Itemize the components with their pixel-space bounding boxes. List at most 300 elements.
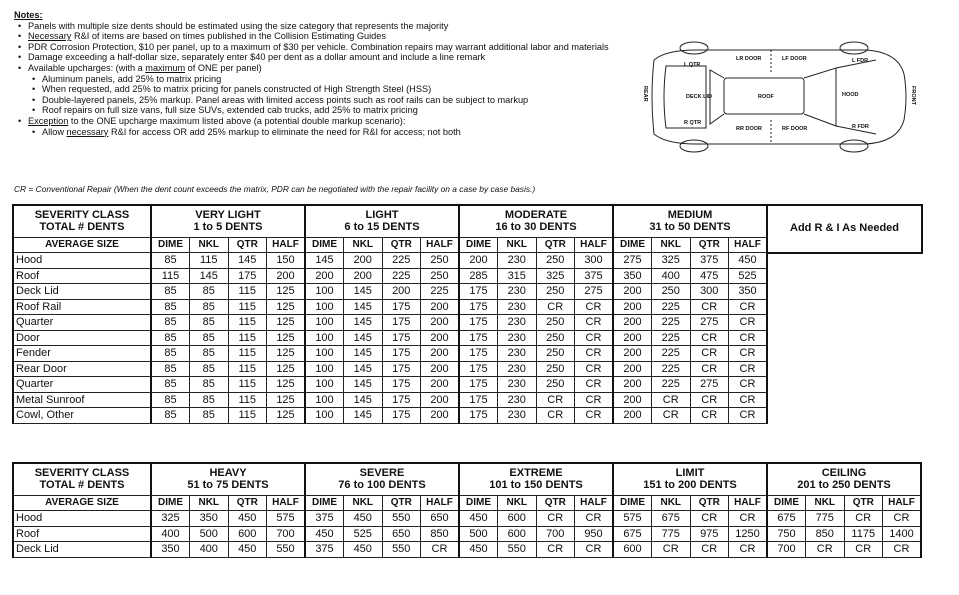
price-cell: CR [729,392,768,408]
price-cell: CR [536,511,575,527]
price-cell: 450 [344,511,383,527]
label-r-fdr: R FDR [852,124,869,130]
price-cell: 230 [498,361,537,377]
panel-name: Cowl, Other [13,408,151,424]
dent-size-header: HALF [729,237,768,253]
dent-size-header: QTR [844,495,883,511]
price-cell: 375 [305,542,344,558]
notes-title: Notes: [14,10,43,20]
price-cell: CR [844,511,883,527]
price-cell: 175 [459,408,498,424]
price-cell: 200 [421,315,460,331]
price-cell: 175 [382,315,421,331]
dent-size-header: HALF [421,495,460,511]
severity-class-header [151,205,305,237]
price-cell: 200 [421,408,460,424]
price-cell: 225 [652,377,691,393]
price-cell: 700 [767,542,806,558]
price-cell: 575 [613,511,652,527]
price-cell: CR [729,330,768,346]
price-cell: CR [575,346,614,362]
price-cell: 450 [305,526,344,542]
price-cell: 600 [228,526,267,542]
price-cell: 300 [690,284,729,300]
price-cell: 100 [305,315,344,331]
dent-size-header: DIME [459,237,498,253]
table-row [13,346,922,362]
price-cell: 85 [151,408,190,424]
price-cell: 250 [652,284,691,300]
price-cell: 225 [652,330,691,346]
price-cell: CR [575,315,614,331]
note-underlined-text: maximum [145,62,186,73]
cr-note: CR = Conventional Repair (When the dent count exceeds the matrix, PDR can be negotiated with the repair facility on a case by case basis.) [14,184,536,194]
price-cell: CR [690,299,729,315]
panel-name: Roof [13,268,151,284]
severity-class-label: SEVERITY CLASS [34,467,130,480]
price-cell: 700 [536,526,575,542]
price-cell: 85 [190,330,229,346]
price-cell: 350 [613,268,652,284]
severity-class-header [151,463,305,495]
class-range: 151 to 200 DENTS [643,479,737,492]
price-cell: 1175 [844,526,883,542]
wheel-lr [680,42,708,54]
price-cell: 230 [498,408,537,424]
price-cell: 300 [575,253,614,269]
price-cell: 175 [459,299,498,315]
price-cell: 1400 [883,526,922,542]
panel-name: Metal Sunroof [13,392,151,408]
dent-size-header: HALF [421,237,460,253]
price-cell: 85 [190,361,229,377]
dent-size-header: HALF [729,495,768,511]
table2-size-row [13,495,921,511]
price-cell: CR [536,542,575,558]
price-cell: 200 [613,408,652,424]
class-range: 201 to 250 DENTS [797,479,891,492]
price-cell: 175 [382,392,421,408]
price-cell: CR [652,408,691,424]
price-cell: 250 [421,268,460,284]
note-text: Available upcharges: (with a [28,62,146,73]
table-row [13,377,922,393]
dent-size-header: QTR [690,237,729,253]
price-cell: 200 [613,299,652,315]
price-cell: 85 [190,346,229,362]
dent-size-header: QTR [228,495,267,511]
dent-size-header: QTR [228,237,267,253]
price-cell: 575 [267,511,306,527]
price-cell: 550 [267,542,306,558]
class-name: VERY LIGHT [195,209,261,222]
price-cell: CR [575,361,614,377]
price-cell: 750 [767,526,806,542]
price-cell: 250 [536,253,575,269]
price-cell: 230 [498,284,537,300]
price-cell: 230 [498,392,537,408]
price-cell: CR [575,392,614,408]
table-row [13,315,922,331]
price-cell: 175 [459,392,498,408]
price-cell: 125 [267,346,306,362]
class-range: 31 to 50 DENTS [649,221,731,234]
price-cell: CR [729,408,768,424]
price-cell: 700 [267,526,306,542]
price-cell: CR [844,542,883,558]
price-cell: 275 [613,253,652,269]
dent-size-header: NKL [652,237,691,253]
price-cell: 145 [344,330,383,346]
class-name: LIGHT [365,209,399,222]
price-cell: 200 [421,361,460,377]
note-item [14,116,624,127]
price-cell: 400 [151,526,190,542]
severity-class-header [613,205,767,237]
price-cell: 225 [652,315,691,331]
severity-class-header [767,463,921,495]
price-cell: 115 [228,377,267,393]
note-sub-item [14,74,624,85]
dent-size-header: DIME [613,495,652,511]
price-cell: 115 [228,330,267,346]
price-cell: 115 [228,408,267,424]
price-cell: 145 [344,377,383,393]
dent-size-header: DIME [305,237,344,253]
price-cell: 650 [382,526,421,542]
wheel-lf [840,42,868,54]
price-cell: 200 [613,330,652,346]
note-text: to the ONE upcharge maximum listed above (a potential double markup scenario): [68,115,406,126]
price-cell: CR [575,408,614,424]
price-cell: CR [690,392,729,408]
price-cell: 950 [575,526,614,542]
label-deck-lid: DECK LID [686,94,712,100]
price-cell: 145 [344,284,383,300]
price-cell: 145 [190,268,229,284]
price-cell: 230 [498,346,537,362]
price-cell: 550 [382,542,421,558]
note-item [14,21,624,32]
price-cell: 145 [305,253,344,269]
price-cell: 250 [536,315,575,331]
price-cell: 250 [536,377,575,393]
table-row [13,511,921,527]
price-cell: 275 [690,315,729,331]
price-cell: 600 [613,542,652,558]
price-cell: 230 [498,330,537,346]
price-cell: 100 [305,361,344,377]
label-front: FRONT [910,86,916,105]
class-name: EXTREME [509,467,563,480]
price-cell: CR [575,299,614,315]
price-cell: 315 [498,268,537,284]
price-cell: 450 [228,542,267,558]
dent-size-header: QTR [382,495,421,511]
price-cell: 200 [613,361,652,377]
price-cell: 525 [729,268,768,284]
price-cell: 115 [228,284,267,300]
price-cell: 225 [382,268,421,284]
notes-list [14,21,624,138]
dent-size-header: NKL [652,495,691,511]
price-cell: 250 [421,253,460,269]
price-cell: 85 [151,299,190,315]
price-cell: 175 [228,268,267,284]
price-cell: 150 [267,253,306,269]
price-cell: 100 [305,408,344,424]
price-cell: CR [536,408,575,424]
price-cell: 175 [459,346,498,362]
price-cell: 200 [613,377,652,393]
price-cell: 145 [344,361,383,377]
price-cell: CR [536,299,575,315]
class-range: 101 to 150 DENTS [489,479,583,492]
severity-total-header [13,205,151,237]
price-cell: CR [690,346,729,362]
price-cell: 85 [190,299,229,315]
price-cell: 175 [382,361,421,377]
price-cell: 100 [305,330,344,346]
note-text: Allow [42,126,67,137]
dent-size-header: DIME [459,495,498,511]
add-ri-column: Add R & I As Needed [767,205,922,253]
dent-size-header: DIME [151,495,190,511]
table-row [13,408,922,424]
class-range: 51 to 75 DENTS [187,479,269,492]
label-l-qtr: L QTR [684,62,701,68]
price-cell: 175 [382,346,421,362]
price-cell: CR [883,542,922,558]
price-cell: 675 [767,511,806,527]
price-cell: 775 [806,511,845,527]
table-row [13,526,921,542]
panel-name: Rear Door [13,361,151,377]
severity-class-header [305,463,459,495]
dent-size-header: HALF [575,495,614,511]
price-cell: CR [652,392,691,408]
price-cell: 450 [344,542,383,558]
table-row [13,361,922,377]
label-lr-door: LR DOOR [736,56,762,62]
price-cell: 500 [459,526,498,542]
price-cell: 85 [190,408,229,424]
price-cell: 325 [536,268,575,284]
total-dents-label: TOTAL # DENTS [39,479,125,492]
price-cell: 175 [382,299,421,315]
price-cell: 225 [652,361,691,377]
dent-size-header: NKL [190,495,229,511]
price-cell: 250 [536,361,575,377]
note-text: When requested, add 25% to matrix pricing for panels constructed of High Strength Steel (HSS) [42,84,432,95]
price-cell: 115 [228,299,267,315]
price-cell: 1250 [729,526,768,542]
panel-name: Quarter [13,377,151,393]
price-cell: 225 [652,299,691,315]
dent-size-header: DIME [151,237,190,253]
label-roof: ROOF [758,94,774,100]
label-r-qtr: R QTR [684,120,702,126]
price-cell: 125 [267,377,306,393]
average-size-label: AVERAGE SIZE [13,237,151,253]
price-cell: 145 [344,299,383,315]
price-cell: CR [806,542,845,558]
price-cell: 200 [421,377,460,393]
price-cell: 145 [228,253,267,269]
price-cell: 125 [267,330,306,346]
price-cell: 85 [151,330,190,346]
severity-total-header [13,463,151,495]
price-cell: 450 [459,511,498,527]
price-cell: 350 [190,511,229,527]
price-cell: 550 [382,511,421,527]
price-cell: 675 [613,526,652,542]
panel-name: Deck Lid [13,284,151,300]
class-name: HEAVY [209,467,247,480]
price-cell: CR [729,299,768,315]
table2-header-row [13,463,921,495]
table-row [13,330,922,346]
note-sub-item [14,95,624,106]
price-cell: 115 [228,392,267,408]
price-cell: 175 [459,330,498,346]
price-cell: 200 [613,392,652,408]
price-cell: 350 [729,284,768,300]
price-cell: CR [690,511,729,527]
price-cell: CR [536,392,575,408]
price-cell: 525 [344,526,383,542]
severity-class-header [459,463,613,495]
note-text: Damage exceeding a half-dollar size, separately enter $40 per dent as a dollar amount and include a line remark [28,52,486,63]
class-range: 16 to 30 DENTS [495,221,577,234]
price-cell: 200 [344,268,383,284]
price-cell: CR [729,542,768,558]
rear-window [710,70,724,124]
price-cell: 145 [344,408,383,424]
pricing-table-1 [12,204,923,424]
price-cell: CR [729,346,768,362]
table-row [13,284,922,300]
price-cell: 200 [421,346,460,362]
price-cell: 85 [190,315,229,331]
dent-size-header: QTR [536,237,575,253]
dent-size-header: QTR [690,495,729,511]
dent-size-header: DIME [305,495,344,511]
table-row [13,253,922,269]
price-cell: 675 [652,511,691,527]
note-underlined-text: necessary [66,126,109,137]
price-cell: 115 [190,253,229,269]
price-cell: CR [575,511,614,527]
dent-size-header: HALF [883,495,922,511]
price-cell: 115 [228,361,267,377]
price-cell: 85 [190,377,229,393]
price-cell: 85 [151,361,190,377]
price-cell: 600 [498,511,537,527]
price-cell: 200 [267,268,306,284]
price-cell: 450 [729,253,768,269]
dent-size-header: QTR [536,495,575,511]
dent-size-header: QTR [382,237,421,253]
table1-body [13,253,922,424]
price-cell: CR [421,542,460,558]
severity-class-header [613,463,767,495]
price-cell: 200 [459,253,498,269]
price-cell: 230 [498,299,537,315]
price-cell: 325 [652,253,691,269]
table-row [13,268,922,284]
price-cell: 375 [305,511,344,527]
class-name: MODERATE [504,209,568,222]
price-cell: 85 [151,253,190,269]
price-cell: 450 [228,511,267,527]
price-cell: 100 [305,377,344,393]
average-size-label: AVERAGE SIZE [13,495,151,511]
note-text: Aluminum panels, add 25% to matrix pricing [42,73,222,84]
severity-class-label: SEVERITY CLASS [34,209,130,222]
note-underlined-text: Necessary [28,31,72,42]
dent-size-header: NKL [344,495,383,511]
note-item [14,52,624,63]
price-cell: 275 [575,284,614,300]
class-range: 6 to 15 DENTS [344,221,420,234]
price-cell: CR [729,361,768,377]
price-cell: 200 [344,253,383,269]
label-hood: HOOD [842,92,859,98]
price-cell: 100 [305,284,344,300]
price-cell: 350 [151,542,190,558]
price-cell: 200 [305,268,344,284]
price-cell: 145 [344,315,383,331]
note-text: PDR Corrosion Protection, $10 per panel, up to a maximum of $30 per vehicle. Combination repairs may warrant additional labor and materials [28,41,609,52]
price-cell: 100 [305,299,344,315]
table-row [13,392,922,408]
dent-size-header: DIME [767,495,806,511]
price-cell: 550 [498,542,537,558]
price-cell: 175 [459,284,498,300]
price-cell: 85 [151,392,190,408]
price-cell: 175 [459,377,498,393]
price-cell: CR [883,511,922,527]
price-cell: CR [690,542,729,558]
price-cell: CR [690,361,729,377]
dent-size-header: HALF [575,237,614,253]
panel-name: Hood [13,253,151,269]
price-cell: 175 [382,377,421,393]
price-cell: CR [690,408,729,424]
price-cell: 115 [151,268,190,284]
price-cell: 85 [151,284,190,300]
price-cell: 200 [613,315,652,331]
panel-name: Roof [13,526,151,542]
note-item [14,63,624,74]
price-cell: CR [575,377,614,393]
price-cell: 250 [536,346,575,362]
price-cell: 500 [190,526,229,542]
price-cell: 200 [382,284,421,300]
price-cell: 200 [613,346,652,362]
class-name: CEILING [821,467,867,480]
price-cell: 125 [267,408,306,424]
dent-size-header: NKL [498,237,537,253]
wheel-rf [840,140,868,152]
price-cell: 650 [421,511,460,527]
dent-size-header: NKL [498,495,537,511]
price-cell: 400 [652,268,691,284]
note-text: of ONE per panel) [185,62,262,73]
note-text: Roof repairs on full size vans, full size SUVs, extended cab trucks, add 25% to matrix pricing [42,105,418,116]
table-row [13,542,921,558]
